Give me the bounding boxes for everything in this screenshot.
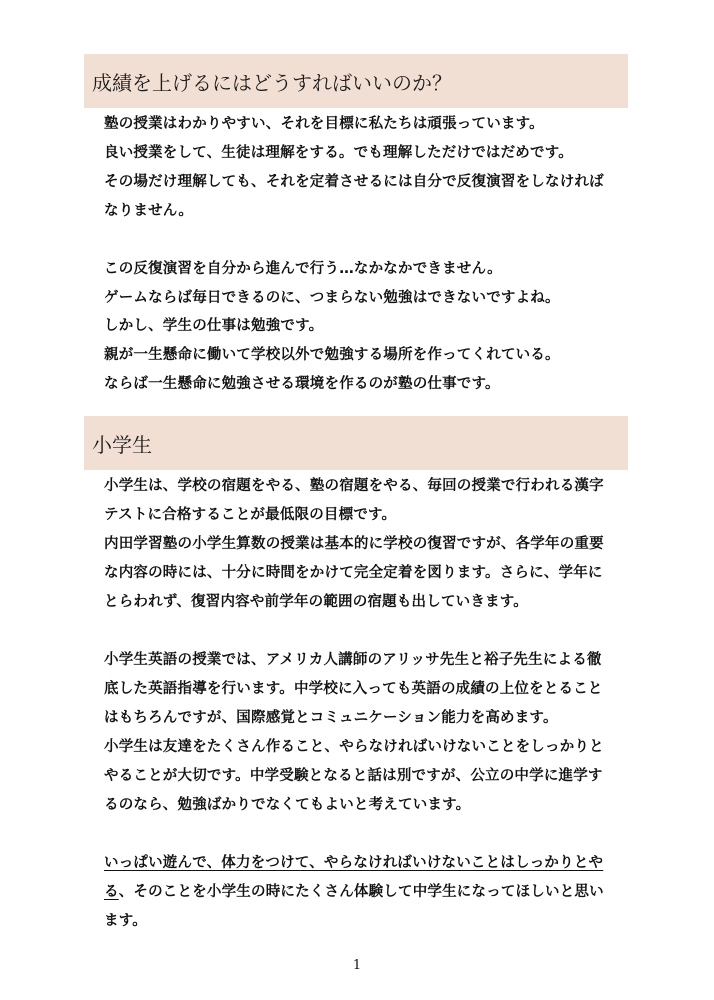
- paragraph-line: とらわれず、復習内容や前学年の範囲の宿題も出していきます。: [104, 594, 528, 610]
- paragraph-line: テストに合格することが最低限の目標です。: [104, 507, 397, 523]
- closing-line: [104, 882, 634, 902]
- paragraph-line: この反復演習を自分から進んで行う…なかなかできません。: [104, 261, 502, 277]
- paragraph-line: 良い授業をして、生徒は理解をする。でも理解しただけではだめです。: [104, 145, 573, 161]
- paragraph-line: 小学生は、学校の宿題をやる、塾の宿題をやる、毎回の授業で行われる漢字: [104, 478, 604, 494]
- closing-line: [104, 853, 634, 873]
- paragraph-line: るのなら、勉強ばかりでなくてもよいと考えています。: [104, 797, 471, 813]
- paragraph-line: 小学生は友達をたくさん作ること、やらなければいけないことをしっかりと: [104, 739, 604, 755]
- paragraph-line: しかし、学生の仕事は勉強です。: [104, 318, 324, 334]
- closing-underlined-text: る: [104, 884, 119, 900]
- section-heading-grades: 成績を上げるにはどうすればいいのか？: [84, 54, 628, 108]
- closing-underlined-text: いっぱい遊んで、体力をつけて、やらなければいけないことはしっかりとや: [104, 855, 604, 871]
- paragraph-line: 塾の授業はわかりやすい、それを目標に私たちは頑張っています。: [104, 116, 544, 132]
- paragraph-line: 底した英語指導を行います。中学校に入っても英語の成績の上位をとること: [104, 681, 603, 697]
- section-heading-elementary: 小学生: [84, 416, 628, 470]
- paragraph-line: 親が一生懸命に働いて学校以外で勉強する場所を作ってくれている。: [104, 347, 560, 363]
- paragraph-line: ならば一生懸命に勉強させる環境を作るのが塾の仕事です。: [104, 376, 500, 392]
- paragraph-line: その場だけ理解しても、それを定着させるには自分で反復演習をしなければ: [104, 174, 604, 190]
- closing-line: ます。: [104, 913, 147, 929]
- closing-text: 、そのことを小学生の時にたくさん体験して中学生になってほしいと思い: [118, 884, 604, 900]
- paragraph-line: な内容の時には、十分に時間をかけて完全定着を図ります。さらに、学年に: [104, 565, 603, 581]
- paragraph-line: 小学生英語の授業では、アメリカ人講師のアリッサ先生と裕子先生による徹: [104, 652, 602, 668]
- paragraph-line: ゲームならば毎日できるのに、つまらない勉強はできないですよね。: [104, 290, 560, 306]
- paragraph-line: なりません。: [104, 203, 194, 219]
- paragraph-line: 内田学習塾の小学生算数の授業は基本的に学校の復習ですが、各学年の重要: [104, 536, 604, 552]
- paragraph-line: はもちろんですが、国際感覚とコミュニケーション能力を高めます。: [104, 710, 558, 726]
- paragraph-line: やることが大切です。中学受験となると話は別ですが、公立の中学に進学す: [104, 768, 603, 784]
- page-number: 1: [352, 958, 362, 973]
